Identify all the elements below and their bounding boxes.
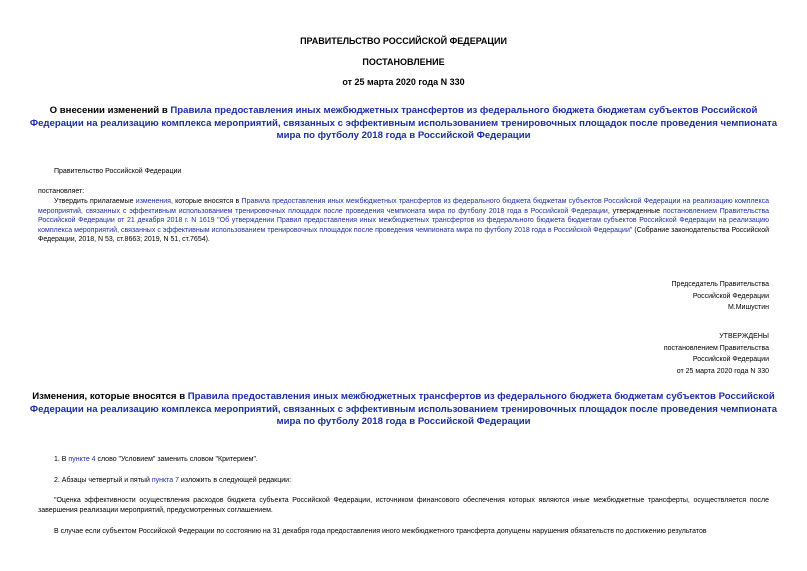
approved-line-3: Российской Федерации (692, 356, 769, 363)
approved-block (664, 331, 769, 377)
doc-type-heading: ПОСТАНОВЛЕНИЕ (362, 57, 445, 67)
quote-paragraph-2: В случае если субъектом Российской Федерации по состоянию на 31 декабря года предоставления иного межбюджетного трансферта допущены нарушения обязательств по достижению результатов (54, 528, 707, 535)
p1-text-4: (Собрание законодательства Российской Федерации, 2018, N 53, ст.8663; 2019, N 51, ст.7654). (38, 226, 770, 244)
signature-line-1: Председатель Правительства (671, 281, 769, 288)
signature-block (672, 279, 769, 314)
approved-line-2: постановлением Правительства (663, 344, 769, 352)
item1-point4-link[interactable]: пункте 4 (68, 456, 96, 463)
title-prefix: О внесении изменений в (49, 105, 171, 116)
item2-point7-link[interactable]: пункта 7 (151, 477, 179, 484)
item2-text-1: 2. Абзацы четвертый и пятый (54, 477, 152, 484)
approved-line-1: УТВЕРЖДЕНЫ (719, 333, 769, 340)
p1-text-1: Утвердить прилагаемые (54, 198, 136, 205)
date-number: от 25 марта 2020 года N 330 (342, 77, 465, 87)
changes-title-prefix: Изменения, которые вносятся в (32, 391, 188, 402)
item-2 (54, 476, 291, 486)
intro-decides: постановляет: (38, 188, 85, 195)
quote-paragraph-1: "Оценка эффективности осуществления расходов бюджета субъекта Российской Федерации, источником финансового обеспечения которых являются иные межбюджетные трансферты, осуществляется после завершения реализации мероприятий, предусмотренных соглашением. (38, 497, 769, 514)
item1-text-1: 1. В (54, 456, 69, 463)
intro-government: Правительство Российской Федерации (54, 168, 182, 175)
p1-rules-link[interactable]: Правила предоставления иных межбюджетных трансфертов из федерального бюджета бюджетам субъектов Российской Федерации на реализацию комплекса мероприятий, связанных с эффективным использованием тренировочных площадок после проведения чемпионата мира по футболу 2018 года в Российской Федерации (38, 198, 769, 215)
changes-title (28, 391, 779, 429)
p1-text-3: , утвержденные (607, 207, 663, 215)
item1-text-2: слово "Условием" заменить словом "Критерием". (95, 456, 258, 463)
signature-line-2: Российской Федерации (692, 292, 769, 300)
p1-text-2: , которые вносятся в (170, 198, 242, 205)
paragraph-1 (38, 197, 769, 245)
document-title (28, 105, 779, 143)
p1-decree-link[interactable]: постановлением Правительства Российской Федерации от 21 декабря 2018 г. N 1619 "Об утверждении Правил предоставления иных межбюджетных трансфертов из федерального бюджета бюджетам субъектов Российской Федерации на реализацию комплекса мероприятий, связанных с эффективным использованием тренировочных площадок после проведения чемпионата мира по футболу 2018 года в Российской Федерации" (38, 207, 769, 234)
p1-changes-link[interactable]: изменения (135, 198, 171, 205)
item-1 (54, 455, 258, 465)
changes-title-rules-link[interactable]: Правила предоставления иных межбюджетных трансфертов из федерального бюджета бюджетам субъектов Российской Федерации на реализацию комплекса мероприятий, связанных с эффективным использованием тренировочных площадок после проведения чемпионата мира по футболу 2018 года в Российской Федерации (29, 391, 778, 428)
signature-line-3: М.Мишустин (727, 304, 769, 311)
government-heading: ПРАВИТЕЛЬСТВО РОССИЙСКОЙ ФЕДЕРАЦИИ (300, 36, 507, 46)
title-rules-link[interactable]: Правила предоставления иных межбюджетных трансфертов из федерального бюджета бюджетам субъектов Российской Федерации на реализацию комплекса мероприятий, связанных с эффективным использованием тренировочных площадок после проведения чемпионата мира по футболу 2018 года в Российской Федерации (29, 105, 778, 142)
approved-line-4: от 25 марта 2020 года N 330 (676, 367, 769, 375)
item2-text-2: изложить в следующей редакции: (178, 477, 292, 484)
